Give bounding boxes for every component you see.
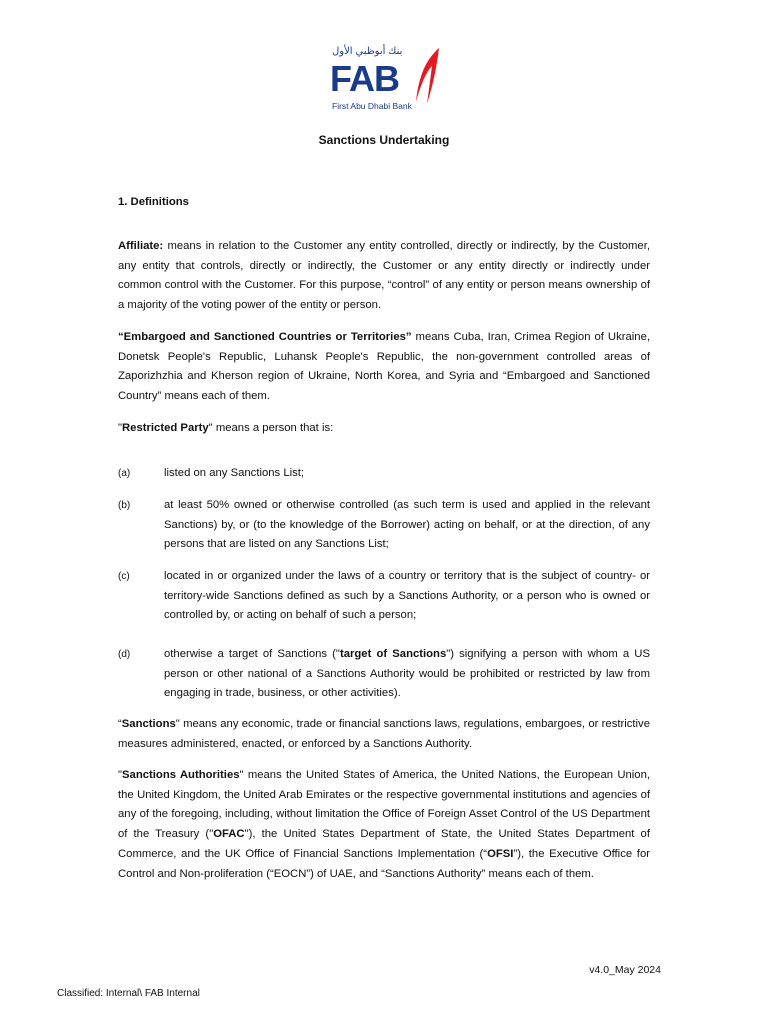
definition-sanctions: [118, 715, 650, 754]
item-d-before: otherwise a target of Sanctions (": [164, 648, 340, 660]
definition-text: " means any economic, trade or financial sanctions laws, regulations, embargoes, or restrictive measures administered, enacted, or enforced by a Sanctions Authority.: [118, 718, 650, 750]
definition-sanctions-authorities: [118, 766, 650, 884]
item-c-text: located in or organized under the laws of a country or territory that is the subject of country- or territory-wide Sanctions defined as such by a Sanctions Authority, or a person who is owned or controlled by, or acting on behalf of such a person;: [164, 570, 650, 622]
item-label-d: (d): [118, 649, 131, 660]
definition-text-3: ”), the Executive Office for Control and Non-proliferation (“EOCN”) of UAE, and “Sanctions Authority” means each of them.: [118, 847, 650, 880]
version-label: v4.0_May 2024: [589, 964, 661, 976]
item-label-b: (b): [118, 500, 131, 511]
term-embargoed: “Embargoed and Sanctioned Countries or Territories”: [118, 331, 412, 343]
quote-open: ": [118, 769, 123, 781]
logo-subtitle: First Abu Dhabi Bank: [332, 101, 412, 111]
document-title: Sanctions Undertaking: [318, 133, 450, 147]
item-a-text: listed on any Sanctions List;: [164, 467, 305, 479]
definition-text: means in relation to the Customer any entity controlled, directly or indirectly, by the Customer, any entity that controls, directly or indirectly, the Customer or any entity directly or indirectly under common control with the Customer. For this purpose, “control” of any entity or person means ownership of a majority of the voting power of the entity or person.: [118, 240, 650, 312]
definition-text-1: " means the United States of America, the United Nations, the European Union, the United Kingdom, the United Arab Emirates or the respective governmental institutions and agencies of any of the foregoing, including, without limitation the Office of Foreign Asset Control of the US Department of the Treasury (": [118, 769, 650, 841]
item-d-text: [164, 645, 650, 704]
item-b-text: at least 50% owned or otherwise controlled (as such term is used and applied in the relevant Sanctions) by, or (to the knowledge of the Borrower) acting on behalf, or at the direction, of any persons that are listed on any Sanctions List;: [164, 499, 650, 551]
definition-affiliate: [118, 237, 650, 316]
item-label-c: (c): [118, 571, 130, 582]
classification-label: Classified: Internal\ FAB Internal: [57, 988, 200, 999]
item-d-after: ") signifying a person with whom a US person or other national of a Sanctions Authority would be prohibited or restricted by law from engaging in trade, business, or other activities).: [164, 648, 650, 700]
section-heading: 1. Definitions: [118, 196, 189, 208]
fab-logo: [330, 46, 442, 114]
quote-open: “: [118, 718, 122, 730]
item-label-a: (a): [118, 468, 131, 479]
definition-restricted-party: [118, 419, 650, 439]
logo-arabic-text: بنك أبوظبي الأول: [332, 46, 403, 57]
term-ofsi: OFSI: [487, 847, 514, 860]
logo-swoosh-icon: [410, 48, 440, 104]
term-target-of-sanctions: target of Sanctions: [339, 648, 447, 660]
quote-open: ": [118, 422, 123, 434]
term-sanctions: Sanctions: [121, 718, 176, 730]
definition-text-2: "), the United States Department of State, the United States Department of Commerce, and the UK Office of Financial Sanctions Implementation (“: [118, 828, 650, 860]
term-affiliate: Affiliate:: [118, 240, 164, 252]
definition-embargoed: [118, 328, 650, 407]
definition-text: means Cuba, Iran, Crimea Region of Ukraine, Donetsk People's Republic, Luhansk People's Republic, the non-government controlled areas of Zaporizhzhia and Kherson region of Ukraine, North Korea, and Syria and “Embargoed and Sanctioned Country” means each of them.: [118, 331, 650, 403]
definition-text: " means a person that is:: [208, 422, 334, 434]
term-sanctions-authorities: Sanctions Authorities: [122, 769, 240, 781]
logo-wordmark: FAB: [330, 58, 399, 99]
term-ofac: OFAC: [213, 828, 245, 841]
term-restricted-party: Restricted Party: [122, 422, 209, 434]
